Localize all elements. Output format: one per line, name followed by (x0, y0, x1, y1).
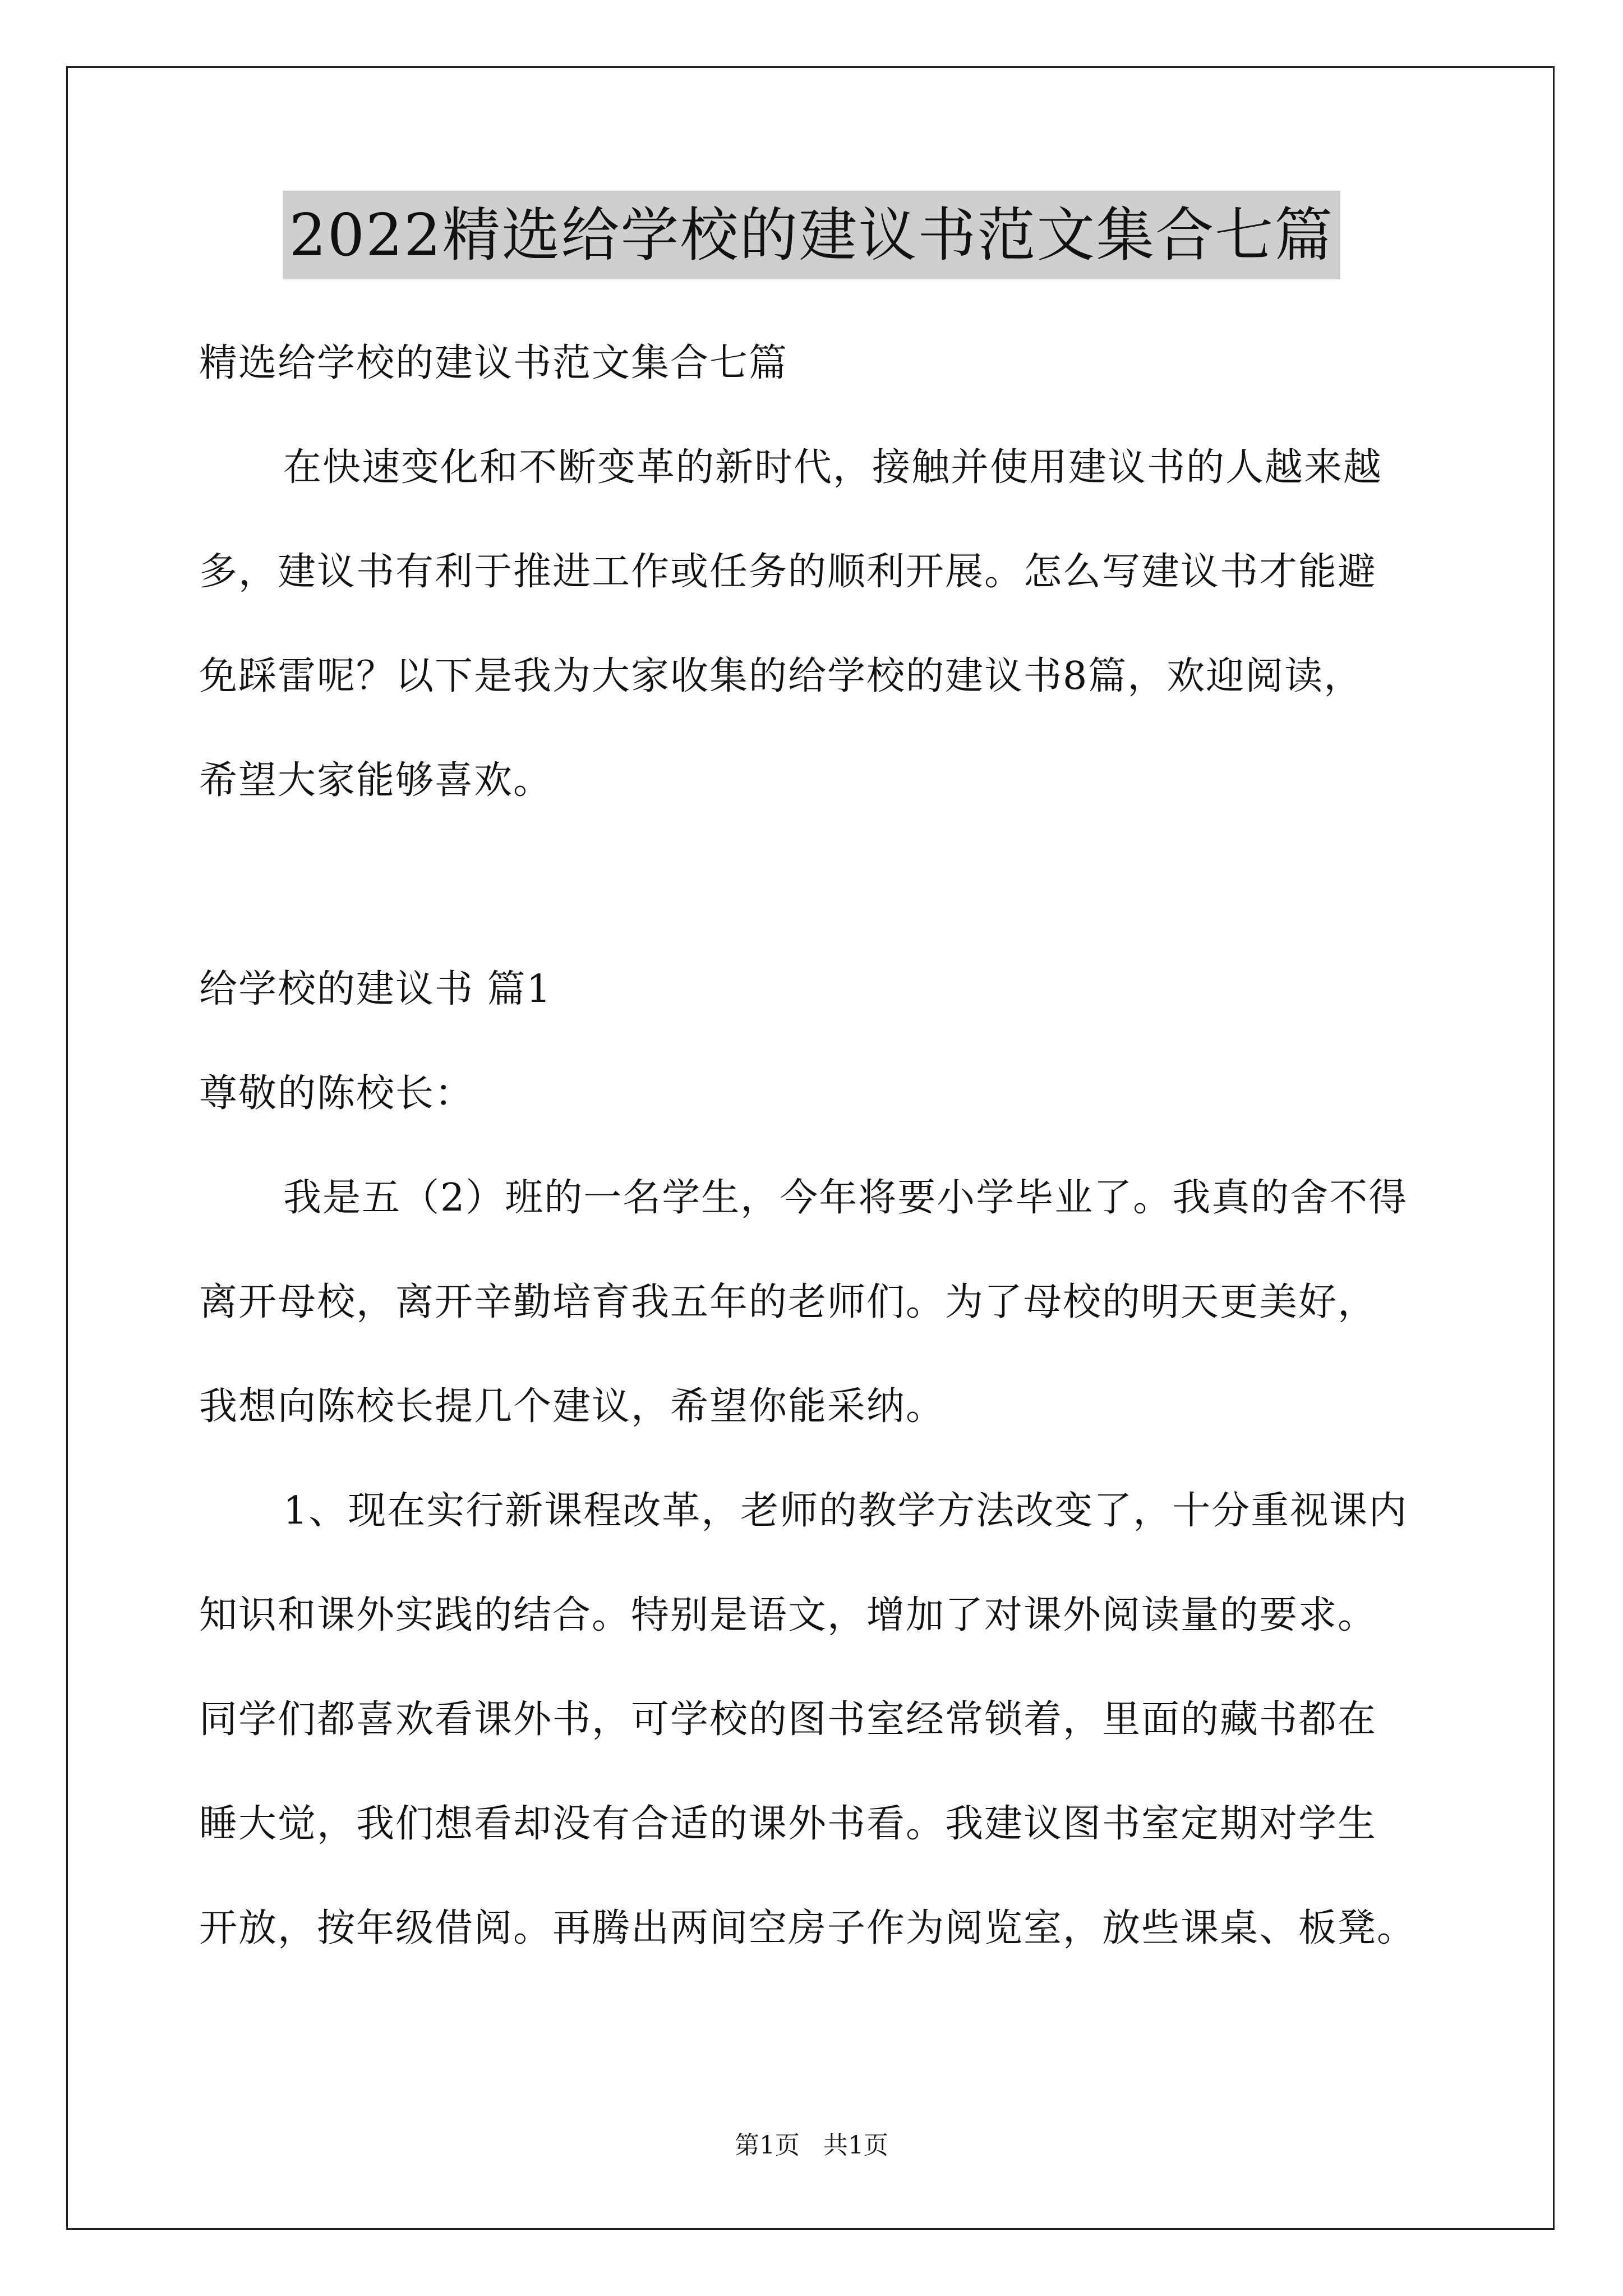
paragraph-line: 我想向陈校长提几个建议，希望你能采纳。 (199, 1384, 946, 1429)
paragraph-line: 知识和课外实践的结合。特别是语文，增加了对课外阅读量的要求。 (199, 1593, 1377, 1637)
paragraph-line: 1、现在实行新课程改革，老师的教学方法改变了，十分重视课内 (283, 1489, 1408, 1533)
paragraph-line: 同学们都喜欢看课外书，可学校的图书室经常锁着，里面的藏书都在 (199, 1697, 1377, 1742)
document-subtitle: 精选给学校的建议书范文集合七篇 (199, 341, 789, 385)
section-heading: 给学校的建议书 篇1 (199, 967, 552, 1011)
intro-line: 多，建议书有利于推进工作或任务的顺利开展。怎么写建议书才能避 (199, 550, 1377, 594)
paragraph-line: 我是五（2）班的一名学生，今年将要小学毕业了。我真的舍不得 (283, 1176, 1408, 1220)
intro-line: 希望大家能够喜欢。 (199, 758, 553, 803)
paragraph-line: 开放，按年级借阅。再腾出两间空房子作为阅览室，放些课桌、板凳。 (199, 1906, 1417, 1950)
document-body (199, 311, 1455, 1981)
paragraph-line: 睡大觉，我们想看却没有合适的课外书看。我建议图书室定期对学生 (199, 1802, 1377, 1846)
document-title: 2022精选给学校的建议书范文集合七篇 (283, 191, 1341, 279)
paragraph-line: 离开母校，离开辛勤培育我五年的老师们。为了母校的明天更美好， (199, 1280, 1377, 1324)
salutation: 尊敬的陈校长： (199, 1071, 474, 1116)
title-container (0, 191, 1623, 279)
blank-line (199, 833, 1455, 937)
intro-line: 在快速变化和不断变革的新时代，接触并使用建议书的人越来越 (283, 445, 1383, 490)
intro-line: 免踩雷呢？以下是我为大家收集的给学校的建议书8篇，欢迎阅读， (199, 654, 1363, 698)
page-footer: 第1页 共1页 (735, 2131, 888, 2160)
